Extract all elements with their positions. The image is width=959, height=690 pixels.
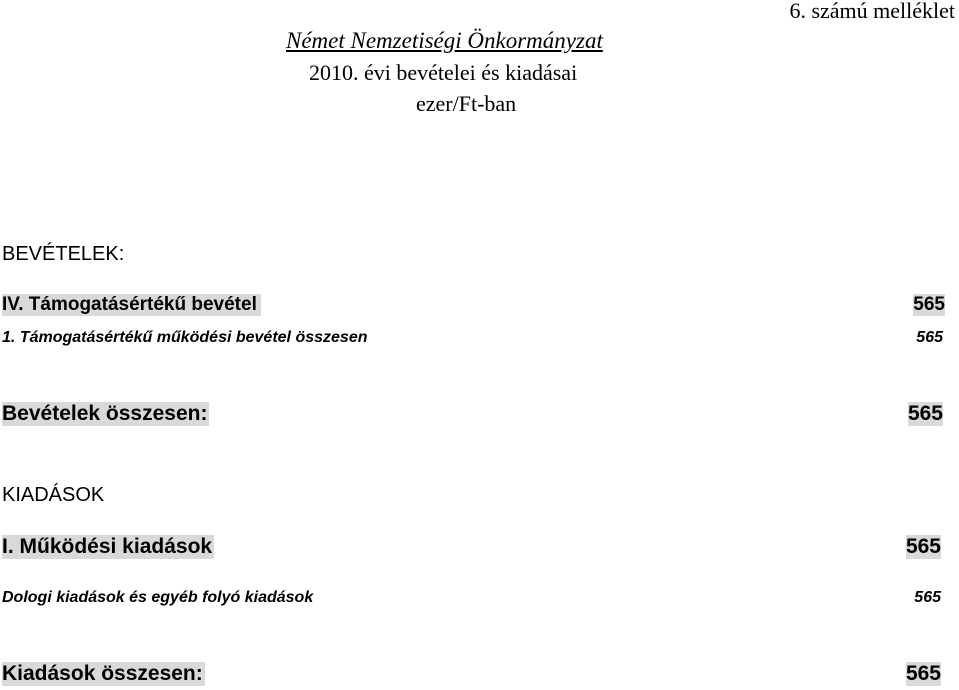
income-item-value: 565 [916, 329, 943, 346]
expenses-total-label: Kiadások összesen: [2, 662, 203, 685]
expenses-group-value: 565 [905, 535, 941, 558]
income-heading: BEVÉTELEK: [2, 243, 125, 265]
income-total-label: Bevételek összesen: [2, 402, 208, 425]
unit-label: ezer/Ft-ban [416, 91, 517, 116]
expenses-item-value: 565 [914, 589, 941, 606]
expenses-total-value: 565 [905, 662, 941, 685]
year-subtitle: 2010. évi bevételei és kiadásai [309, 60, 578, 85]
income-group-label: IV. Támogatásértékű bevétel [2, 294, 261, 316]
expenses-group-label: I. Működési kiadások [2, 535, 213, 558]
income-total-value: 565 [907, 402, 943, 425]
expenses-heading: KIADÁSOK [2, 484, 105, 506]
income-group-value: 565 [913, 294, 945, 315]
annex-label: 6. számú melléklet [789, 0, 955, 23]
expenses-item-label: Dologi kiadások és egyéb folyó kiadások [2, 589, 314, 606]
income-item-label: 1. Támogatásértékű működési bevétel összesen [2, 329, 368, 346]
organization-title: Német Nemzetiségi Önkormányzat [286, 28, 603, 53]
